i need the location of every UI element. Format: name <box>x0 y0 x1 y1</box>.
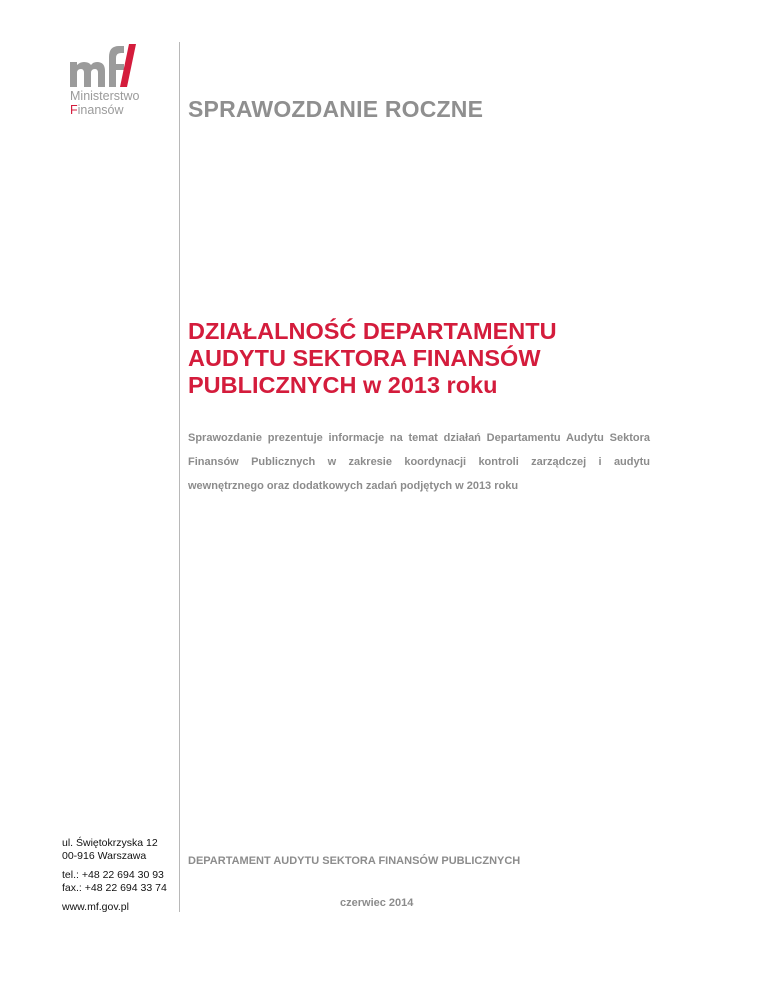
address-street: ul. Świętokrzyska 12 <box>62 837 158 849</box>
logo-line-finansow-rest: inansów <box>77 103 124 117</box>
logo-letter-f: F <box>70 103 78 117</box>
logo-line-finansow <box>70 103 139 117</box>
address-city: 00-916 Warszawa <box>62 850 147 862</box>
title-line-2: AUDYTU SEKTORA FINANSÓW <box>188 345 541 371</box>
department-name: DEPARTAMENT AUDYTU SEKTORA FINANSÓW PUBLICZNYCH <box>188 855 521 867</box>
mf-logo <box>64 40 144 88</box>
vertical-divider <box>179 42 180 912</box>
title-line-1: DZIAŁALNOŚĆ DEPARTAMENTU <box>188 318 557 344</box>
logo-wordmark <box>70 89 139 117</box>
publication-date: czerwiec 2014 <box>340 897 414 909</box>
title-line-3: PUBLICZNYCH w 2013 roku <box>188 372 498 398</box>
address-block <box>62 837 167 914</box>
address-web: www.mf.gov.pl <box>62 901 129 913</box>
address-fax: fax.: +48 22 694 33 74 <box>62 882 167 894</box>
logo-line-ministerstwo: Ministerstwo <box>70 89 140 103</box>
report-label: SPRAWOZDANIE ROCZNE <box>188 96 484 122</box>
document-title <box>188 318 658 399</box>
address-tel: tel.: +48 22 694 30 93 <box>62 869 164 881</box>
document-description: Sprawozdanie prezentuje informacje na temat działań Departamentu Audytu Sektora Finansów Publicznych w zakresie koordynacji kontroli zarządczej i audytu wewnętrznego oraz dodatkowych zadań podjętych w 2013 roku <box>188 432 650 492</box>
mf-logo-icon <box>64 40 144 88</box>
